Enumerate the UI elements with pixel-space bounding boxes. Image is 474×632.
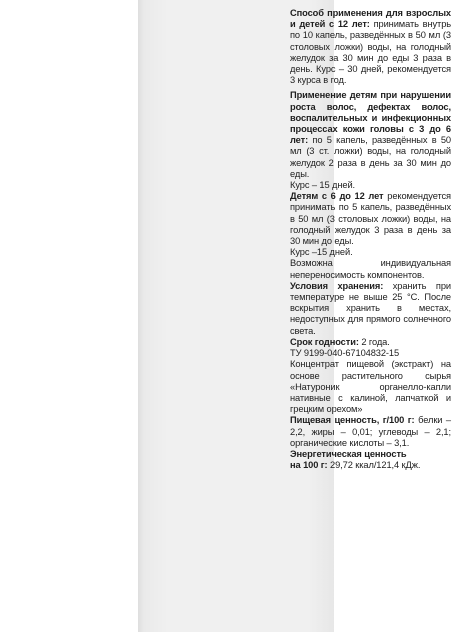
product-label-panel [138, 0, 452, 632]
children-3-6-text: по 5 капель, разведённых в 50 мл (3 ст. ложки) воды, на голодный желудок 2 раза в день за 30 мин до еды. [290, 135, 451, 179]
energy-heading-line1: Энергетическая ценность [290, 448, 407, 459]
energy-heading-line2: на 100 г: [290, 460, 328, 471]
tu-code: ТУ 9199-040-67104832-15 [290, 348, 400, 359]
nutrition-text: белки – 2,2, жиры – 0,01; углеводы – 2,1; органические кислоты – 3,1. [290, 415, 451, 448]
usage-adults-text: принимать внутрь по 10 капель, разведённых в 50 мл (3 столовых ложки) воды, на голодный желудок за 30 мин до еды 3 раза в день. Курс – 30 дней, рекомендуется 3 курса в год. [290, 19, 452, 86]
shelf-life-heading: Срок годности: [290, 336, 359, 347]
energy-paragraph [290, 460, 451, 471]
shelf-life-text: 2 года. [361, 336, 390, 347]
children-6-12-heading: Детям с 6 до 12 лет [290, 191, 384, 202]
children-6-12-text: рекомендуется принимать по 5 капель, разведённых в 50 мл (3 столовых ложки) воды, на голодный желудок 3 раза в день за 30 мин до еды. [290, 191, 451, 247]
storage-heading: Условия хранения: [290, 280, 384, 291]
composition-text: Концентрат пищевой (экстракт) на основе растительного сырья «Натуроник органелло-капли нативные с калиной, лапчаткой и грецким орехом» [290, 359, 451, 415]
storage-paragraph [290, 281, 451, 337]
instructions-text-column [290, 8, 451, 471]
children-3-6-paragraph [290, 90, 451, 180]
shelf-life-paragraph [290, 337, 451, 348]
usage-adults-paragraph [290, 8, 451, 86]
children-6-12-course: Курс –15 дней. [290, 247, 353, 258]
children-heading: Применение детям при нарушении роста волос, дефектах волос, воспалительных и инфекционных процессах кожи головы с 3 до 6 лет: [290, 90, 451, 146]
storage-text: хранить при температуре не выше 25 °С. После вскрытия хранить в местах, недоступных для прямого солнечного света. [290, 280, 451, 336]
children-3-6-course: Курс – 15 дней. [290, 180, 356, 191]
children-6-12-paragraph [290, 191, 451, 247]
nutrition-paragraph [290, 415, 451, 449]
nutrition-heading: Пищевая ценность, г/100 г: [290, 415, 415, 426]
intolerance-warning: Возможна индивидуальная непереносимость компонентов. [290, 258, 451, 280]
energy-text: 29,72 ккал/121,4 кДж. [330, 460, 421, 471]
usage-adults-heading: Способ применения для взрослых и детей с 12 лет: [290, 8, 451, 30]
